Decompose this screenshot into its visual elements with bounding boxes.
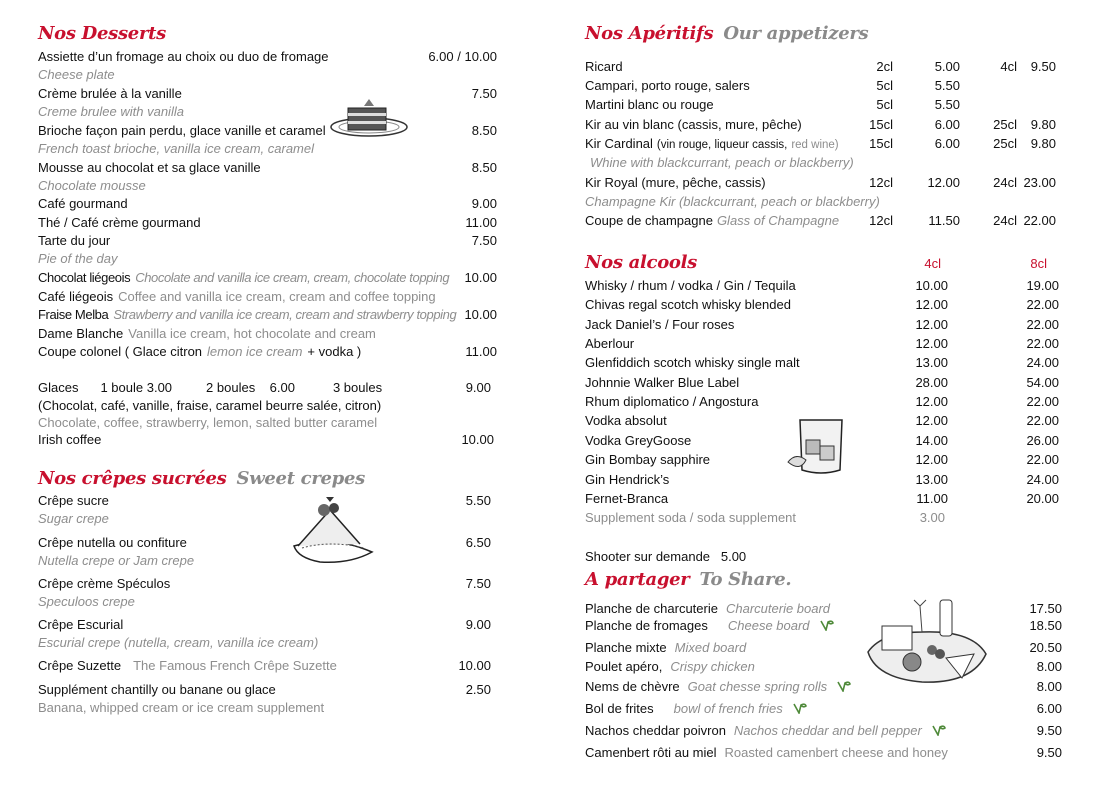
crepe-item <box>38 617 123 632</box>
alcool-item <box>585 297 791 312</box>
item-name: Assiette d’un fromage au choix ou duo de fromage <box>38 49 329 64</box>
price-8cl: 22.00 <box>1026 452 1059 468</box>
item-price: 7.50 <box>471 86 497 101</box>
alcool-item <box>585 452 710 467</box>
item-translation: Cheese board <box>727 618 810 633</box>
size-2: 4cl <box>1000 59 1017 74</box>
item-translation: red wine) <box>791 139 839 151</box>
price-2: 22.00 <box>1023 213 1056 228</box>
price-8cl: 24.00 <box>1026 355 1059 371</box>
price-4cl: 12.00 <box>915 413 948 429</box>
item-name: Chivas regal scotch whisky blended <box>585 297 791 313</box>
item-translation: Nutella crepe or Jam crepe <box>38 553 195 568</box>
item-price: 10.00 <box>461 432 494 447</box>
item-name: Fernet-Branca <box>585 490 669 506</box>
crepe-translation <box>38 594 135 609</box>
cheese-board-illustration <box>862 592 992 692</box>
crepes-title <box>38 468 365 489</box>
section-subtitle-text: Sweet crepes <box>236 468 365 489</box>
item-detail: (vin rouge, liqueur cassis, <box>656 139 788 151</box>
item-name: Crêpe Escurial <box>38 617 124 632</box>
price-8cl: 22.00 <box>1026 336 1059 352</box>
price-8cl: 22.00 <box>1026 316 1059 332</box>
price-1: 6.00 <box>934 117 960 132</box>
dessert-item <box>38 196 128 211</box>
dessert-item <box>38 326 376 341</box>
veggie-leaf-icon <box>793 702 807 714</box>
price-4cl: 10.00 <box>915 278 948 293</box>
item-translation: The Famous French Crêpe Suzette <box>133 658 337 673</box>
item-name: Coupe de champagne <box>585 213 713 228</box>
price-8cl: 19.00 <box>1026 278 1059 293</box>
crepe-illustration <box>290 496 376 566</box>
price-8cl: 26.00 <box>1026 432 1059 448</box>
item-name: Thé / Café crème gourmand <box>38 215 201 230</box>
price-8cl: 22.00 <box>1026 413 1059 429</box>
item-price: 11.00 <box>465 215 497 230</box>
item-price: 5.50 <box>465 493 491 508</box>
item-price: 11.00 <box>465 344 497 359</box>
item-name: Martini blanc ou rouge <box>585 97 714 112</box>
alcool-item <box>585 491 668 506</box>
price-1: 6.00 <box>934 136 960 151</box>
size-1: 2cl <box>876 59 893 74</box>
cake-illustration <box>328 96 410 138</box>
item-name: Jack Daniel’s / Four roses <box>585 316 735 332</box>
section-title-text: Nos alcools <box>585 252 698 273</box>
glaces-flavours <box>38 398 381 413</box>
alcool-item <box>585 317 734 332</box>
item-name: Crêpe crème Spéculos <box>38 576 171 591</box>
price-4cl: 12.00 <box>915 316 948 332</box>
glaces-row <box>38 380 382 395</box>
item-name: Crêpe nutella ou confiture <box>38 535 187 550</box>
item-name: Crêpe Suzette <box>38 658 122 673</box>
item-name: Vodka GreyGoose <box>585 432 692 448</box>
item-translation: Coffee and vanilla ice cream, cream and coffee topping <box>118 289 436 304</box>
item-name: Bol de frites <box>585 701 654 716</box>
dessert-item <box>38 344 361 359</box>
alcool-item <box>585 394 758 409</box>
aperitif-item <box>585 213 839 228</box>
item-translation: Roasted camenbert cheese and honey <box>724 745 948 760</box>
dessert-item <box>38 233 110 248</box>
item-name: Crème brulée à la vanille <box>38 86 182 101</box>
item-price: 6.50 <box>465 535 491 550</box>
price-4cl: 28.00 <box>915 374 948 390</box>
item-translation: bowl of french fries <box>673 701 783 716</box>
shooter-text: Shooter sur demande 5.00 <box>585 549 747 564</box>
share-item <box>585 745 948 760</box>
item-translation: Speculoos crepe <box>38 594 135 609</box>
crepe-item <box>38 493 109 508</box>
item-name: Mousse au chocolat et sa glace vanille <box>38 160 261 175</box>
item-name: Camenbert rôti au miel <box>585 745 717 760</box>
item-translation: Strawberry and vanilla ice cream, cream and strawberry topping <box>113 307 457 322</box>
item-price: 9.00 <box>471 196 497 211</box>
supplement-row <box>585 510 796 525</box>
share-item <box>585 679 851 694</box>
price-4cl: 11.00 <box>916 490 948 506</box>
glaces-label: Glaces <box>38 380 79 395</box>
aperitif-translation <box>590 155 854 170</box>
whisky-glass-illustration <box>786 414 852 480</box>
item-price: 6.00 <box>1036 701 1062 716</box>
crepe-translation <box>38 553 194 568</box>
size-1: 15cl <box>869 117 893 132</box>
glaces-one: 1 boule 3.00 <box>100 380 173 395</box>
item-name: Vodka absolut <box>585 413 667 429</box>
item-translation: Sugar crepe <box>38 511 109 526</box>
item-price: 7.50 <box>471 233 497 248</box>
item-translation: Crispy chicken <box>670 659 755 674</box>
alcool-item <box>585 336 634 351</box>
aperitif-item <box>585 97 714 112</box>
section-subtitle-text: To Share. <box>699 569 792 590</box>
price-4cl: 13.00 <box>915 355 948 371</box>
share-item <box>585 640 746 655</box>
price-1: 12.00 <box>927 175 960 190</box>
item-name: Fraise Melba <box>38 307 109 322</box>
item-price: 9.50 <box>1036 745 1062 760</box>
dessert-translation <box>38 178 146 193</box>
share-item <box>585 701 807 716</box>
dessert-translation <box>38 104 184 119</box>
size-1: 15cl <box>869 136 893 151</box>
price-2: 23.00 <box>1023 175 1056 190</box>
alcool-item <box>585 413 667 428</box>
item-name: Glenfiddich scotch whisky single malt <box>585 355 800 371</box>
crepe-item <box>38 682 276 697</box>
item-price: 7.50 <box>465 576 491 591</box>
dessert-item <box>38 289 436 304</box>
item-price: 8.00 <box>1036 679 1062 694</box>
item-name: Supplement soda / soda supplement <box>585 510 797 525</box>
size-2: 24cl <box>993 213 1017 228</box>
alcool-item <box>585 278 796 293</box>
size-1: 5cl <box>876 97 893 112</box>
price-1: 5.50 <box>934 78 960 93</box>
price-4cl: 12.00 <box>915 394 948 410</box>
dessert-item <box>38 86 182 101</box>
share-item <box>585 601 830 616</box>
item-translation: Vanilla ice cream, hot chocolate and cream <box>128 326 376 341</box>
dessert-translation <box>38 251 118 266</box>
alcools-title <box>585 252 697 273</box>
desserts-title <box>38 23 166 44</box>
flavours-en-text: Chocolate, coffee, strawberry, lemon, salted butter caramel <box>38 415 378 430</box>
item-price: 8.00 <box>1036 659 1062 674</box>
item-price: 9.00 <box>465 617 491 632</box>
price-2: 9.50 <box>1030 59 1056 74</box>
item-name: Café liégeois <box>38 289 114 304</box>
item-translation: Champagne Kir (blackcurrant, peach or blackberry) <box>585 194 880 209</box>
item-name-tail: + vodka ) <box>307 344 362 359</box>
crepe-item <box>38 535 187 550</box>
veggie-leaf-icon <box>820 619 834 631</box>
size-2: 25cl <box>993 136 1017 151</box>
size-1: 5cl <box>876 78 893 93</box>
item-name: Crêpe sucre <box>38 493 109 508</box>
share-item <box>585 723 946 738</box>
section-title-text: Nos Desserts <box>38 23 166 44</box>
item-name: Kir Cardinal <box>585 136 653 151</box>
item-translation: French toast brioche, vanilla ice cream, caramel <box>38 141 315 156</box>
price-8cl: 22.00 <box>1026 297 1059 313</box>
item-translation: Chocolate mousse <box>38 178 146 193</box>
item-name: Café gourmand <box>38 196 128 211</box>
aperitif-item <box>585 117 802 132</box>
item-name: Nems de chèvre <box>585 679 680 694</box>
aperitifs-title <box>585 23 868 44</box>
item-translation: Pie of the day <box>38 251 118 266</box>
dessert-item <box>38 215 201 230</box>
price-2: 9.80 <box>1030 136 1056 151</box>
item-price: 3.00 <box>919 510 945 525</box>
dessert-item <box>38 307 456 322</box>
size-1: 12cl <box>869 213 893 228</box>
partager-title <box>585 569 791 590</box>
item-translation: Glass of Champagne <box>716 213 840 228</box>
item-price: 2.50 <box>465 682 491 697</box>
item-translation: Creme brulee with vanilla <box>38 104 184 119</box>
item-price: 10.00 <box>458 658 491 673</box>
col-8cl-header: 8cl <box>1030 256 1047 271</box>
alcool-item <box>585 355 800 370</box>
dessert-translation <box>38 67 115 82</box>
item-price: 10.00 <box>464 270 497 285</box>
item-price: 8.50 <box>471 160 497 175</box>
aperitif-item <box>585 136 839 151</box>
aperitif-item <box>585 59 623 74</box>
price-8cl: 54.00 <box>1026 374 1059 390</box>
price-4cl: 13.00 <box>915 471 948 487</box>
item-name: Planche de charcuterie <box>585 601 718 616</box>
price-1: 5.50 <box>934 97 960 112</box>
glaces-flavours-en <box>38 415 377 430</box>
item-name: Planche de fromages <box>585 618 708 633</box>
price-2: 9.80 <box>1030 117 1056 132</box>
irish-coffee-row <box>38 432 101 447</box>
flavours-text: (Chocolat, café, vanille, fraise, caramel beurre salée, citron) <box>38 398 382 413</box>
price-1: 11.50 <box>928 213 960 228</box>
veggie-leaf-icon <box>837 680 851 692</box>
item-name: Coupe colonel ( Glace citron <box>38 344 203 359</box>
item-translation: Whine with blackcurrant, peach or blackberry) <box>590 155 854 170</box>
crepe-item <box>38 576 170 591</box>
price-8cl: 20.00 <box>1026 490 1059 506</box>
price-4cl: 14.00 <box>915 432 948 448</box>
dessert-item <box>38 160 261 175</box>
price-4cl: 12.00 <box>915 336 948 352</box>
crepe-translation <box>38 635 318 650</box>
item-name: Campari, porto rouge, salers <box>585 78 750 93</box>
item-translation: Chocolate and vanilla ice cream, cream, chocolate topping <box>135 270 450 285</box>
item-name: Planche mixte <box>585 640 667 655</box>
item-price: 8.50 <box>471 123 497 138</box>
item-name: Kir au vin blanc (cassis, mure, pêche) <box>585 117 802 132</box>
crepe-translation <box>38 511 109 526</box>
crepe-translation <box>38 700 324 715</box>
section-title-text: Nos Apéritifs <box>585 23 714 44</box>
item-name: Irish coffee <box>38 432 102 447</box>
price-4cl: 12.00 <box>915 452 948 468</box>
dessert-item <box>38 123 326 138</box>
shooter-row <box>585 549 746 564</box>
share-item <box>585 659 755 674</box>
item-name: Gin Bombay sapphire <box>585 452 711 468</box>
share-item <box>585 618 834 633</box>
item-name: Johnnie Walker Blue Label <box>585 374 740 390</box>
item-translation: Cheese plate <box>38 67 115 82</box>
glaces-price: 9.00 <box>465 380 491 395</box>
col-4cl-header: 4cl <box>924 256 941 271</box>
alcool-item <box>585 375 739 390</box>
aperitif-translation <box>585 194 880 209</box>
item-price: 20.50 <box>1029 640 1062 655</box>
aperitif-item <box>585 175 766 190</box>
item-translation: lemon ice cream <box>207 344 303 359</box>
item-name: Supplément chantilly ou banane ou glace <box>38 682 276 697</box>
item-price: 17.50 <box>1029 601 1062 616</box>
price-8cl: 24.00 <box>1026 471 1059 487</box>
section-subtitle-text: Our appetizers <box>723 23 869 44</box>
item-name: Tarte du jour <box>38 233 111 248</box>
veggie-leaf-icon <box>932 724 946 736</box>
item-name: Rhum diplomatico / Angostura <box>585 394 759 410</box>
price-8cl: 22.00 <box>1026 394 1059 410</box>
item-price: 18.50 <box>1029 618 1062 633</box>
item-name: Brioche façon pain perdu, glace vanille et caramel <box>38 123 326 138</box>
size-1: 12cl <box>869 175 893 190</box>
item-translation: Charcuterie board <box>725 601 831 616</box>
item-name: Aberlour <box>585 336 635 352</box>
item-name: Dame Blanche <box>38 326 124 341</box>
crepe-item <box>38 658 337 673</box>
item-name: Nachos cheddar poivron <box>585 723 726 738</box>
item-price: 10.00 <box>464 307 497 322</box>
item-price: 6.00 / 10.00 <box>428 49 497 64</box>
item-translation: Nachos cheddar and bell pepper <box>733 723 922 738</box>
glaces-three: 3 boules <box>332 380 383 395</box>
dessert-item <box>38 49 329 64</box>
alcool-item <box>585 433 691 448</box>
section-title-text: Nos crêpes sucrées <box>38 468 227 489</box>
item-translation: Mixed board <box>674 640 747 655</box>
item-price: 9.50 <box>1036 723 1062 738</box>
item-translation: Banana, whipped cream or ice cream supplement <box>38 700 325 715</box>
item-translation: Escurial crepe (nutella, cream, vanilla ice cream) <box>38 635 319 650</box>
price-4cl: 12.00 <box>915 297 948 313</box>
item-name: Gin Hendrick’s <box>585 471 670 487</box>
item-translation: Goat chesse spring rolls <box>687 679 828 694</box>
size-2: 24cl <box>993 175 1017 190</box>
dessert-translation <box>38 141 314 156</box>
item-name: Poulet apéro, <box>585 659 663 674</box>
price-1: 5.00 <box>934 59 960 74</box>
dessert-item <box>38 270 449 285</box>
aperitif-item <box>585 78 750 93</box>
item-name: Ricard <box>585 59 623 74</box>
alcool-item <box>585 472 669 487</box>
item-name: Whisky / rhum / vodka / Gin / Tequila <box>585 278 796 293</box>
section-title-text: A partager <box>585 569 690 590</box>
size-2: 25cl <box>993 117 1017 132</box>
item-name: Chocolat liégeois <box>38 270 131 285</box>
item-name: Kir Royal (mure, pêche, cassis) <box>585 175 766 190</box>
glaces-two: 2 boules 6.00 <box>206 380 295 395</box>
